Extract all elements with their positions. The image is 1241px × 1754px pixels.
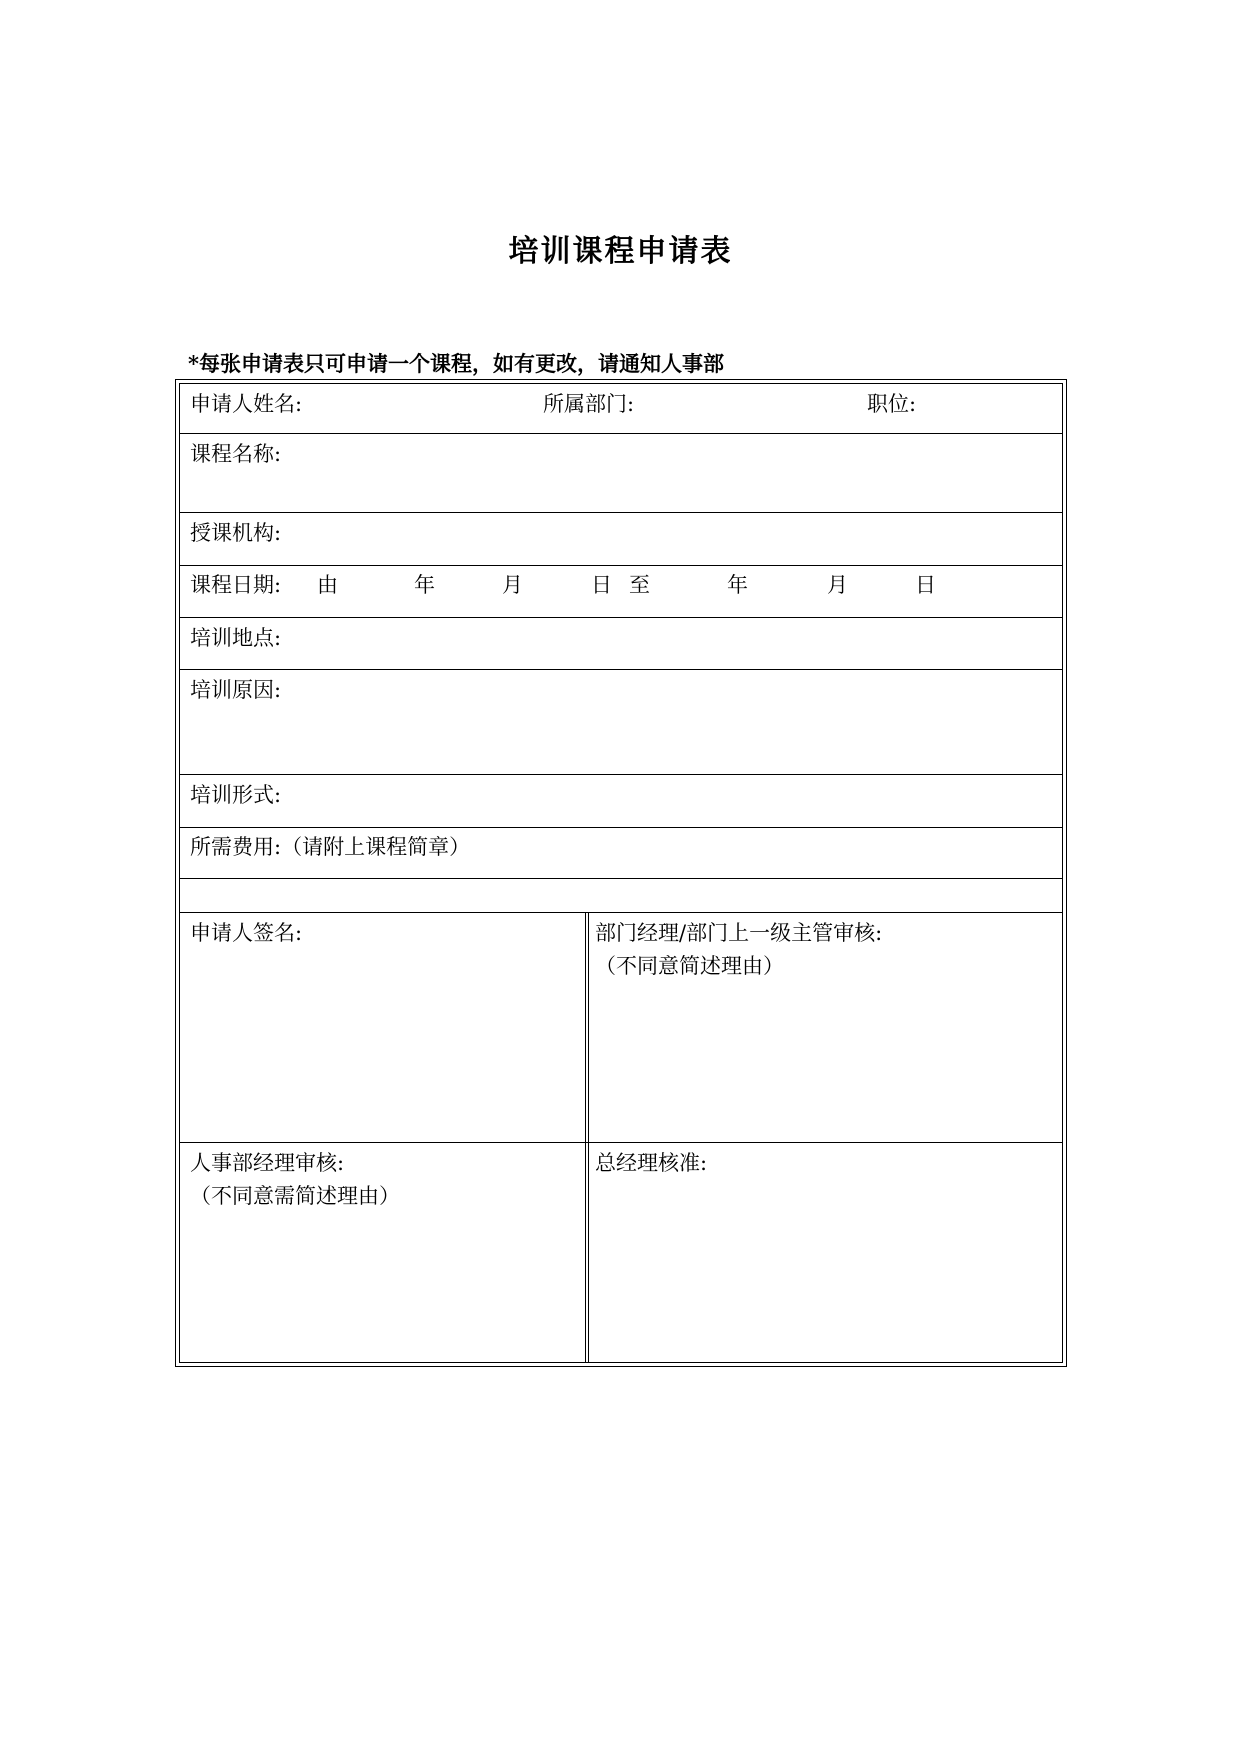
- department-label: 所属部门:: [543, 392, 635, 416]
- fee-label: 所需费用:（请附上课程简章）: [190, 835, 471, 859]
- row-divider: [180, 565, 1062, 566]
- row-divider: [180, 433, 1062, 434]
- general-manager-approval-label: 总经理核准:: [595, 1151, 708, 1175]
- date-from-label: 由: [317, 573, 338, 597]
- form-grid: [179, 383, 1063, 1363]
- start-month-label: 月: [502, 573, 523, 597]
- dept-manager-review-note: （不同意简述理由）: [595, 954, 784, 978]
- hr-manager-review-note: （不同意需简述理由）: [190, 1184, 400, 1208]
- course-date-label: 课程日期:: [190, 573, 282, 597]
- row-divider: [180, 617, 1062, 618]
- end-day-label: 日: [915, 573, 936, 597]
- row-divider: [180, 827, 1062, 828]
- row-divider: [180, 774, 1062, 775]
- applicant-signature-label: 申请人签名:: [190, 921, 303, 945]
- end-month-label: 月: [827, 573, 848, 597]
- institution-label: 授课机构:: [190, 521, 282, 545]
- applicant-name-label: 申请人姓名:: [190, 392, 303, 416]
- course-name-label: 课程名称:: [190, 442, 282, 466]
- row-divider: [180, 512, 1062, 513]
- column-divider: [588, 912, 589, 1362]
- row-divider: [180, 878, 1062, 879]
- form-note: *每张申请表只可申请一个课程，如有更改，请通知人事部: [188, 351, 724, 376]
- page-title: 培训课程申请表: [508, 234, 733, 269]
- location-label: 培训地点:: [190, 626, 282, 650]
- reason-label: 培训原因:: [190, 678, 282, 702]
- end-year-label: 年: [727, 573, 748, 597]
- dept-manager-review-label: 部门经理/部门上一级主管审核:: [595, 921, 883, 945]
- date-to-label: 至: [629, 573, 650, 597]
- row-divider: [180, 1142, 1062, 1143]
- column-divider: [585, 912, 586, 1362]
- row-divider: [180, 669, 1062, 670]
- row-divider: [180, 912, 1062, 913]
- format-label: 培训形式:: [190, 783, 282, 807]
- hr-manager-review-label: 人事部经理审核:: [190, 1151, 345, 1175]
- start-day-label: 日: [591, 573, 612, 597]
- start-year-label: 年: [414, 573, 435, 597]
- position-label: 职位:: [867, 392, 917, 416]
- application-form: [175, 379, 1067, 1367]
